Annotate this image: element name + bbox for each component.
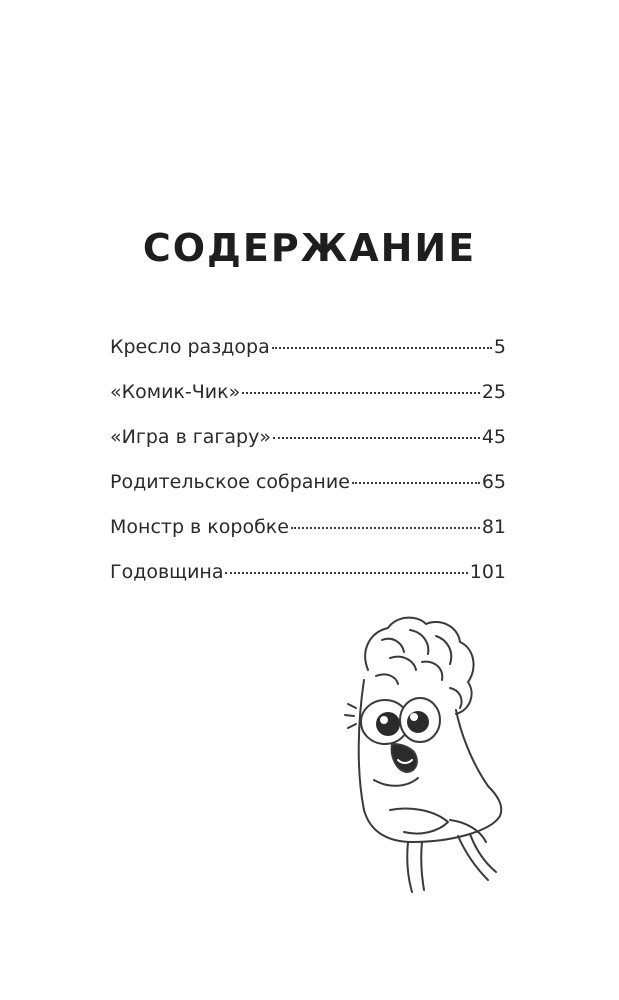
toc-entry <box>110 516 506 561</box>
toc-entry-title: «Комик-Чик» <box>110 381 241 403</box>
toc-entry <box>110 336 506 381</box>
toc-entry-page: 5 <box>493 336 506 358</box>
toc-entry-page: 101 <box>469 561 506 583</box>
dot-leader <box>272 347 492 349</box>
dot-leader <box>225 572 467 574</box>
page-title: СОДЕРЖАНИЕ <box>142 226 477 270</box>
toc-entry-page: 25 <box>481 381 506 403</box>
toc-entry-title: «Игра в гагару» <box>110 426 271 448</box>
toc-entry-title: Монстр в коробке <box>110 516 289 538</box>
toc-entry-page: 45 <box>481 426 506 448</box>
toc-entry <box>110 471 506 516</box>
toc-entry <box>110 426 506 471</box>
dot-leader <box>291 527 480 529</box>
toc-entry <box>110 381 506 426</box>
toc-entry-page: 65 <box>481 471 506 493</box>
toc-entry-page: 81 <box>481 516 506 538</box>
toc-entry-title: Кресло раздора <box>110 336 270 358</box>
bird-mascot-icon <box>330 610 530 900</box>
toc-entry <box>110 561 506 606</box>
table-of-contents <box>110 336 506 606</box>
toc-entry-title: Годовщина <box>110 561 224 583</box>
toc-entry-title: Родительское собрание <box>110 471 350 493</box>
dot-leader <box>242 392 480 394</box>
dot-leader <box>273 437 480 439</box>
dot-leader <box>352 482 480 484</box>
